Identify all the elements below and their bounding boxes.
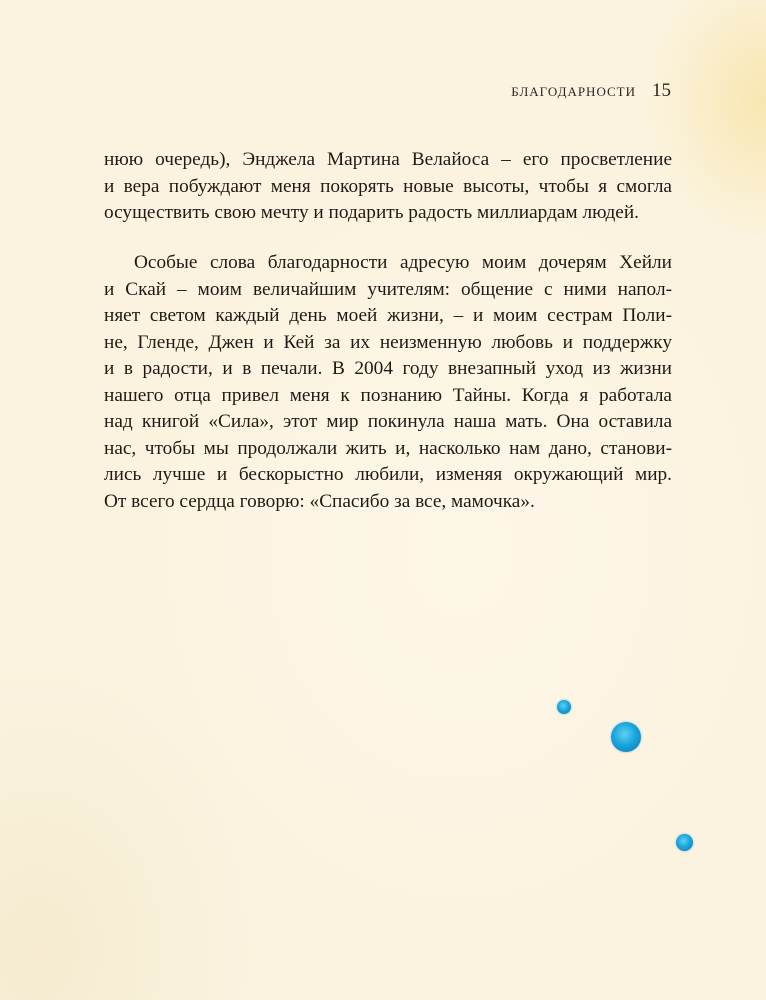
text-line: и вера побуждают меня покорять новые высоты, чтобы я смогла bbox=[104, 175, 672, 197]
text-line: осуществить свою мечту и подарить радость миллиардам людей. bbox=[104, 202, 640, 223]
text-line: няет светом каждый день моей жизни, – и моим сестрам Поли- bbox=[104, 305, 672, 326]
text-line: Особые слова благодарности адресую моим дочерям Хейли bbox=[134, 252, 672, 273]
text-line: нас, чтобы мы продолжали жить и, насколько нам дано, станови- bbox=[104, 437, 672, 459]
text-line: От всего сердца говорю: «Спасибо за все, мамочка». bbox=[104, 490, 535, 512]
text-line: нашего отца привел меня к познанию Тайны. Когда я работала bbox=[104, 384, 672, 406]
text-line: лись лучше и бескорыстно любили, изменяя окружающий мир. bbox=[104, 464, 672, 485]
running-header bbox=[511, 80, 671, 102]
paragraph-gratitude bbox=[104, 250, 672, 515]
page-number: 15 bbox=[652, 80, 671, 101]
blue-dot-decoration bbox=[611, 722, 641, 752]
text-line: и в радости, и в печали. В 2004 году внезапный уход из жизни bbox=[104, 358, 672, 379]
text-line: нюю очередь), Энджела Мартина Велайоса – его просветление bbox=[104, 149, 672, 170]
text-line: над книгой «Сила», этот мир покинула наша мать. Она оставила bbox=[104, 411, 672, 432]
section-title: БЛАГОДАРНОСТИ bbox=[511, 84, 636, 99]
text-line: и Скай – моим величайшим учителям: общение с ними напол- bbox=[104, 278, 672, 300]
paragraph-continued bbox=[104, 147, 672, 227]
text-line: не, Гленде, Джен и Кей за их неизменную любовь и поддержку bbox=[104, 331, 672, 353]
blue-dot-decoration bbox=[676, 834, 693, 851]
blue-dot-decoration bbox=[557, 700, 571, 714]
